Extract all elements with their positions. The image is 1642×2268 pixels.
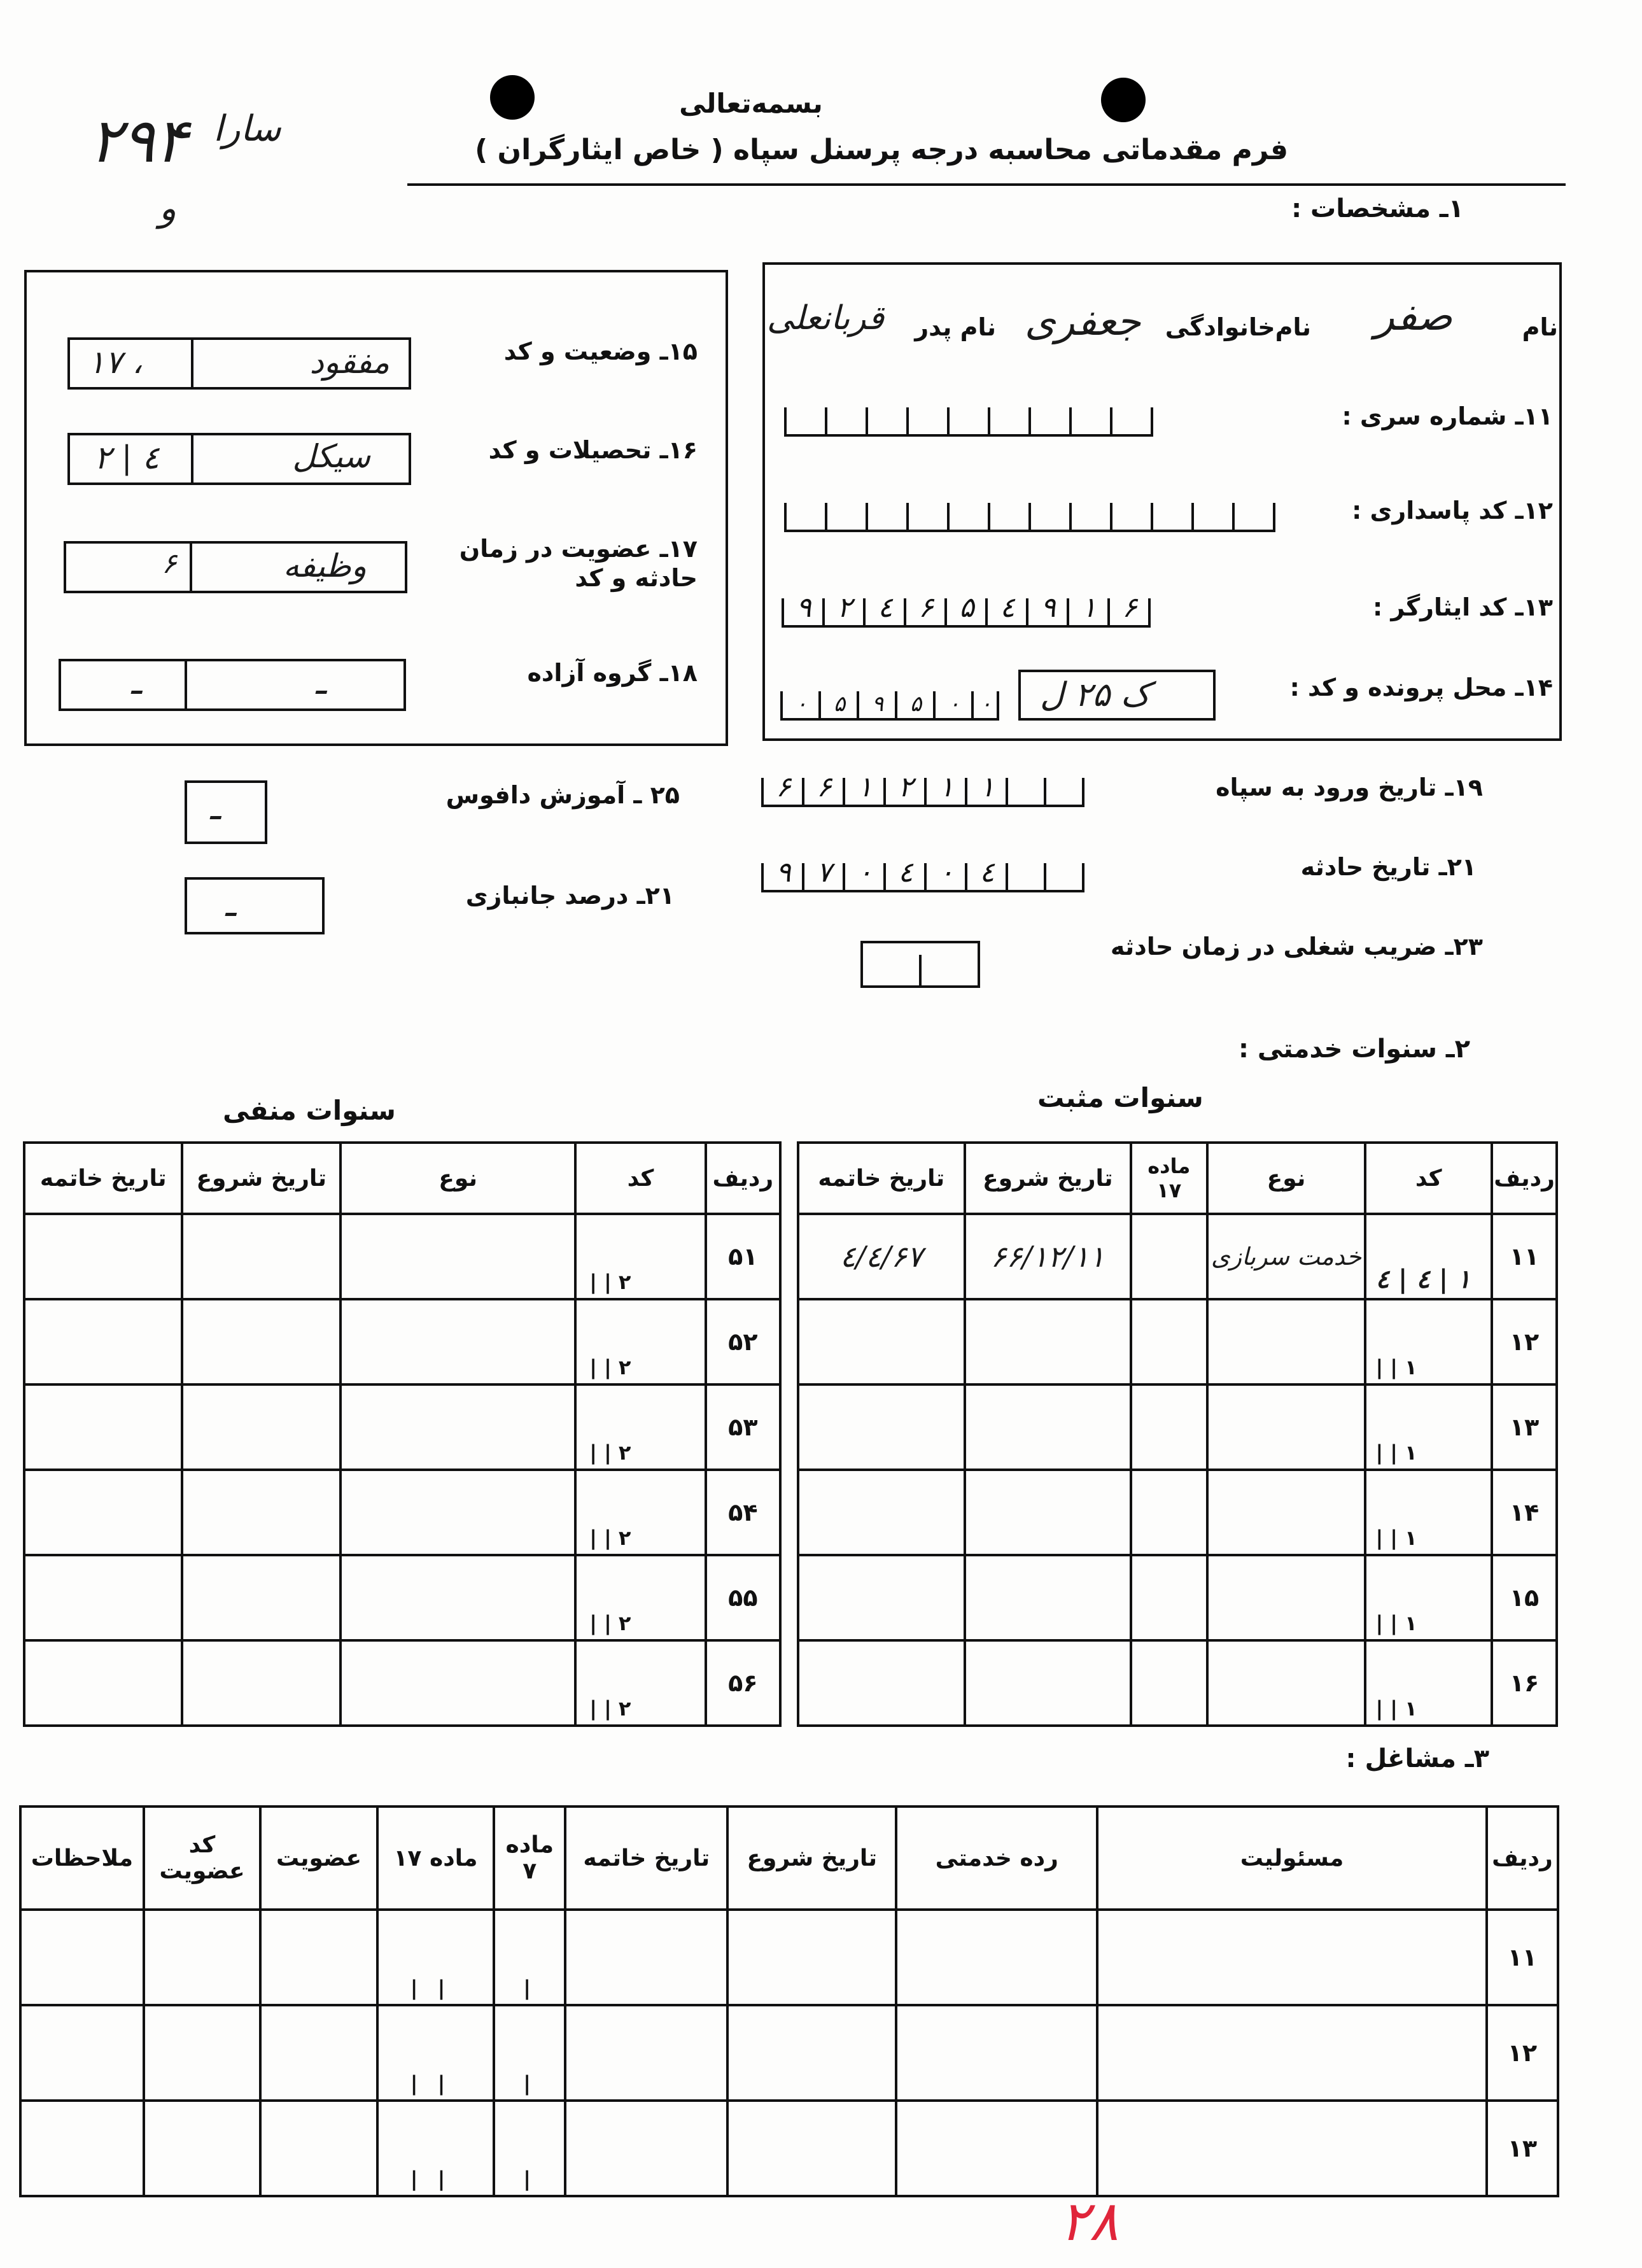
field15-label: ۱۵ـ وضعیت و کد — [503, 337, 698, 365]
row-number: ۱۴ — [1492, 1470, 1557, 1555]
negative-years-table — [23, 1141, 782, 1727]
table-row — [798, 1299, 1557, 1384]
field18-code: ـ — [131, 661, 142, 703]
section1-heading: ۱ـ مشخصات : — [1291, 194, 1464, 223]
father-label: نام پدر — [915, 313, 996, 341]
type-cell[interactable] — [1207, 1384, 1366, 1470]
start-cell[interactable] — [182, 1555, 340, 1640]
field21-digit: ۷ — [817, 856, 832, 889]
art17-cell[interactable] — [1131, 1555, 1207, 1640]
code-cell[interactable] — [575, 1640, 705, 1726]
end-cell[interactable] — [565, 2005, 727, 2101]
form-title: فرم مقدماتی محاسبه درجه پرسنل سپاه ( خاص ایثارگران ) — [475, 134, 1288, 166]
type-cell[interactable] — [1207, 1640, 1366, 1726]
rank-cell[interactable] — [896, 2005, 1097, 2101]
end-cell[interactable]: ۶۷/٤/٤ — [798, 1214, 965, 1299]
field19-boxes[interactable] — [761, 771, 1084, 807]
table-row — [798, 1555, 1557, 1640]
art7-line2: ۷ — [523, 1858, 537, 1884]
field25-box[interactable] — [185, 780, 267, 844]
start-cell[interactable] — [727, 2005, 896, 2101]
art7-cell[interactable] — [494, 2101, 565, 2196]
field14-code-box[interactable] — [1018, 670, 1216, 721]
section2-heading: ۲ـ سنوات خدمتی : — [1238, 1034, 1470, 1064]
end-cell[interactable] — [798, 1555, 965, 1640]
field23-label: ۲۳ـ ضریب شغلی در زمان حادثه — [1110, 933, 1483, 961]
jobs-col-art7 — [494, 1807, 565, 1910]
art17-cell[interactable] — [1131, 1299, 1207, 1384]
field21-digit: ۰ — [939, 856, 954, 889]
type-cell[interactable] — [340, 1640, 575, 1726]
row-number: ۱۲ — [1487, 2005, 1558, 2101]
field13-label: ۱۳ـ کد ایثارگر : — [1373, 593, 1553, 621]
membership-cell[interactable] — [260, 1910, 377, 2005]
art17-ticks: | | — [410, 2071, 452, 2095]
pos-col-row: ردیف — [1492, 1143, 1557, 1214]
code-cell[interactable] — [575, 1470, 705, 1555]
jobs-col-end: تاریخ خاتمه — [565, 1807, 727, 1910]
pos-col-type: نوع — [1207, 1143, 1366, 1214]
pos-col-end: تاریخ خاتمه — [798, 1143, 965, 1214]
code-cell[interactable] — [1365, 1384, 1492, 1470]
table-row — [798, 1384, 1557, 1470]
pos-col-code: کد — [1365, 1143, 1492, 1214]
row-number: ۱۲ — [1492, 1299, 1557, 1384]
field21-digit: ۹ — [776, 856, 791, 889]
code-value: ۲ | | — [589, 1440, 631, 1465]
positive-years-table — [797, 1141, 1558, 1727]
negative-title: سنوات منفی — [223, 1095, 396, 1126]
field14-digit: ۰ — [979, 691, 992, 717]
punch-hole-right — [1101, 78, 1146, 122]
field12-label: ۱۲ـ کد پاسداری : — [1352, 497, 1553, 525]
end-cell[interactable] — [24, 1384, 182, 1470]
field18-box[interactable] — [59, 659, 406, 711]
code-cell[interactable] — [575, 1214, 705, 1299]
table-row — [798, 1640, 1557, 1726]
table-row — [20, 2005, 1558, 2101]
field21-boxes[interactable] — [761, 856, 1084, 892]
code-value: ۱ | | — [1375, 1696, 1417, 1721]
father-value: قربانعلی — [767, 299, 884, 337]
table-row — [24, 1299, 780, 1384]
rank-cell[interactable] — [896, 2101, 1097, 2196]
membership-code-cell[interactable] — [144, 2005, 260, 2101]
art17-cell[interactable] — [1131, 1640, 1207, 1726]
start-cell[interactable]: ۶۶/۱۲/۱۱ — [965, 1214, 1132, 1299]
neg-col-end: تاریخ خاتمه — [24, 1143, 182, 1214]
neg-col-start: تاریخ شروع — [182, 1143, 340, 1214]
field19-digit: ۶ — [776, 771, 791, 803]
field25-label: ۲۵ ـ آموزش دافوس — [446, 781, 680, 809]
code-cell[interactable] — [1365, 1555, 1492, 1640]
header-underline — [407, 183, 1566, 186]
field17-label-line2: حادثه و کد — [575, 564, 698, 592]
start-cell[interactable] — [182, 1470, 340, 1555]
field19-digit: ۱ — [939, 771, 954, 803]
code-value: ۱ | | — [1375, 1355, 1417, 1379]
punch-hole-left — [490, 75, 535, 120]
jobs-col-art17: ماده ۱۷ — [377, 1807, 494, 1910]
code-value: ۲ | | — [589, 1526, 631, 1550]
start-cell[interactable] — [727, 1910, 896, 2005]
code-cell[interactable] — [575, 1384, 705, 1470]
membership-code-cell[interactable] — [144, 1910, 260, 2005]
field24-label: ۲۱ـ درصد جانبازی — [465, 882, 675, 910]
field13-digit: ۵ — [959, 591, 974, 624]
start-cell[interactable] — [965, 1299, 1132, 1384]
field13-digit: ۹ — [796, 591, 811, 624]
end-cell[interactable] — [798, 1299, 965, 1384]
start-cell[interactable] — [182, 1299, 340, 1384]
field19-digit: ۱ — [979, 771, 995, 803]
code-cell[interactable] — [1365, 1470, 1492, 1555]
remarks-cell[interactable] — [20, 1910, 144, 2005]
end-cell[interactable] — [24, 1640, 182, 1726]
field19-label: ۱۹ـ تاریخ ورود به سپاه — [1216, 773, 1483, 801]
row-number: ۵۲ — [706, 1299, 780, 1384]
field14-digit: ۰ — [948, 691, 960, 717]
art17-cell[interactable] — [377, 2005, 494, 2101]
family-value: جعفری — [1025, 298, 1141, 344]
field17-label-line1: ۱۷ـ عضویت در زمان — [459, 535, 698, 563]
code-value: ۱ | | — [1375, 1440, 1417, 1465]
art7-cell[interactable] — [494, 1910, 565, 2005]
start-cell[interactable] — [727, 2101, 896, 2196]
name-label: نام — [1522, 313, 1558, 341]
field13-digit: ۱ — [1081, 591, 1097, 624]
field15-code: ۱۷ ، — [88, 344, 143, 381]
end-cell[interactable] — [798, 1384, 965, 1470]
remarks-cell[interactable] — [20, 2005, 144, 2101]
field18-value: ـ — [316, 661, 326, 703]
code-cell[interactable] — [575, 1299, 705, 1384]
field16-value: سیکل — [292, 438, 370, 475]
start-cell[interactable] — [182, 1640, 340, 1726]
jobs-col-membership: عضویت — [260, 1807, 377, 1910]
type-cell[interactable] — [340, 1214, 575, 1299]
field14-digit: ۵ — [909, 691, 922, 717]
end-cell[interactable] — [24, 1214, 182, 1299]
type-cell[interactable] — [340, 1299, 575, 1384]
handwritten-ref-number: ۲۹۴ — [89, 105, 188, 176]
end-cell[interactable] — [565, 2101, 727, 2196]
jobs-col-start: تاریخ شروع — [727, 1807, 896, 1910]
code-value: ۲ | | — [589, 1355, 631, 1379]
table-row — [20, 2101, 1558, 2196]
field14-boxes[interactable] — [780, 691, 999, 721]
field11-boxes[interactable] — [784, 407, 1153, 437]
type-cell[interactable] — [1207, 1555, 1366, 1640]
membership-cell[interactable] — [260, 2005, 377, 2101]
field15-value: مفقود — [309, 344, 389, 381]
art17-ticks: | | — [410, 1976, 452, 2000]
field18-label: ۱۸ـ گروه آزاده — [527, 659, 698, 687]
field13-digit: ۲ — [837, 591, 852, 624]
pos-col-start: تاریخ شروع — [965, 1143, 1132, 1214]
end-cell[interactable] — [565, 1910, 727, 2005]
jobs-col-responsibility: مسئولیت — [1097, 1807, 1487, 1910]
field21-digit: ۰ — [857, 856, 873, 889]
field12-boxes[interactable] — [784, 503, 1275, 532]
type-cell[interactable] — [340, 1384, 575, 1470]
pos-col-art17: ماده ۱۷ — [1131, 1143, 1207, 1214]
type-cell[interactable]: خدمت سربازی — [1207, 1214, 1366, 1299]
field19-digit: ۲ — [898, 771, 913, 803]
name-value: صفر — [1375, 293, 1453, 340]
code-cell[interactable] — [1365, 1299, 1492, 1384]
code-cell[interactable] — [1365, 1214, 1492, 1299]
code-value: ۱ | ٤ | ٤ — [1375, 1264, 1471, 1294]
code-cell[interactable] — [1365, 1640, 1492, 1726]
end-cell[interactable] — [798, 1640, 965, 1726]
art17-cell[interactable] — [377, 2101, 494, 2196]
start-cell[interactable] — [182, 1214, 340, 1299]
row-number: ۵۶ — [706, 1640, 780, 1726]
row-number: ۵۴ — [706, 1470, 780, 1555]
art7-ticks: | — [523, 2167, 537, 2191]
start-cell[interactable] — [965, 1470, 1132, 1555]
field13-digit: ٤ — [1000, 591, 1015, 624]
membership-code-line2: عضویت — [159, 1858, 245, 1884]
table-row — [798, 1214, 1557, 1299]
neg-col-code: کد — [575, 1143, 705, 1214]
jobs-col-remarks: ملاحظات — [20, 1807, 144, 1910]
code-value: ۱ | | — [1375, 1526, 1417, 1550]
row-number: ۱۳ — [1487, 2101, 1558, 2196]
art7-ticks: | — [523, 2071, 537, 2095]
field13-boxes[interactable] — [782, 591, 1151, 628]
field19-digit: ۶ — [817, 771, 832, 803]
remarks-cell[interactable] — [20, 2101, 144, 2196]
field23-box[interactable] — [860, 941, 980, 988]
field21-label: ۲۱ـ تاریخ حادثه — [1300, 853, 1477, 881]
membership-code-cell[interactable] — [144, 2101, 260, 2196]
start-cell[interactable] — [965, 1555, 1132, 1640]
type-cell[interactable] — [1207, 1299, 1366, 1384]
field17-box[interactable] — [64, 541, 407, 593]
field19-digit: ۱ — [857, 771, 873, 803]
art7-line1: ماده — [505, 1832, 554, 1858]
family-label: نام‌خانوادگی — [1165, 313, 1311, 341]
art17-cell[interactable] — [1131, 1214, 1207, 1299]
field15-box[interactable] — [67, 337, 411, 390]
neg-col-row: ردیف — [706, 1143, 780, 1214]
field16-label: ۱۶ـ تحصیلات و کد — [488, 436, 698, 464]
type-cell[interactable] — [1207, 1470, 1366, 1555]
membership-cell[interactable] — [260, 2101, 377, 2196]
handwritten-ref-sub: و — [159, 188, 177, 229]
row-number: ۱۳ — [1492, 1384, 1557, 1470]
field24-box[interactable] — [185, 877, 325, 934]
field13-digit: ٤ — [878, 591, 893, 624]
row-number: ۵۵ — [706, 1555, 780, 1640]
type-cell[interactable] — [340, 1470, 575, 1555]
table-row — [24, 1214, 780, 1299]
field14-label: ۱۴ـ محل پرونده و کد : — [1289, 673, 1553, 701]
table-row — [24, 1470, 780, 1555]
jobs-col-membership-code — [144, 1807, 260, 1910]
responsibility-cell[interactable] — [1097, 2101, 1487, 2196]
code-value: ۲ | | — [589, 1611, 631, 1635]
end-cell[interactable] — [24, 1470, 182, 1555]
jobs-col-rank: رده خدمتی — [896, 1807, 1097, 1910]
membership-code-line1: کد — [188, 1832, 216, 1858]
art17-cell[interactable] — [377, 1910, 494, 2005]
field21-digit: ٤ — [898, 856, 913, 889]
art17-cell[interactable] — [1131, 1384, 1207, 1470]
code-value: ۱ | | — [1375, 1611, 1417, 1635]
jobs-table — [19, 1805, 1559, 2197]
responsibility-cell[interactable] — [1097, 1910, 1487, 2005]
row-number: ۱۵ — [1492, 1555, 1557, 1640]
row-number: ۱۶ — [1492, 1640, 1557, 1726]
art7-cell[interactable] — [494, 2005, 565, 2101]
end-cell[interactable] — [24, 1555, 182, 1640]
handwritten-ref-note: سارا — [213, 108, 281, 150]
field16-code: ۲ | ٤ — [94, 439, 160, 476]
table-row — [24, 1640, 780, 1726]
start-cell[interactable] — [182, 1384, 340, 1470]
invocation: بسمه‌تعالی — [679, 88, 823, 119]
art17-ticks: | | — [410, 2167, 452, 2191]
field11-label: ۱۱ـ شماره سری : — [1342, 402, 1553, 430]
code-value: ۲ | | — [589, 1696, 631, 1721]
field13-digit: ۹ — [1041, 591, 1056, 624]
field14-digit: ۹ — [871, 691, 884, 717]
table-row — [24, 1555, 780, 1640]
handwritten-page-number: ۲۸ — [1060, 2190, 1119, 2253]
field21-digit: ٤ — [979, 856, 995, 889]
row-number: ۱۱ — [1492, 1214, 1557, 1299]
end-cell[interactable] — [24, 1299, 182, 1384]
positive-title: سنوات مثبت — [1037, 1082, 1203, 1113]
end-cell[interactable] — [798, 1470, 965, 1555]
responsibility-cell[interactable] — [1097, 2005, 1487, 2101]
code-cell[interactable] — [575, 1555, 705, 1640]
jobs-col-row: ردیف — [1487, 1807, 1558, 1910]
field16-box[interactable] — [67, 433, 411, 485]
rank-cell[interactable] — [896, 1910, 1097, 2005]
field14-handwritten: ک ۲۵ ل — [1040, 676, 1151, 714]
start-cell[interactable] — [965, 1384, 1132, 1470]
row-number: ۱۱ — [1487, 1910, 1558, 2005]
table-row — [20, 1910, 1558, 2005]
field13-digit: ۶ — [1122, 591, 1137, 624]
art17-cell[interactable] — [1131, 1470, 1207, 1555]
field14-digit: ۰ — [795, 691, 808, 717]
field13-digit: ۶ — [918, 591, 934, 624]
code-value: ۲ | | — [589, 1270, 631, 1294]
type-cell[interactable] — [340, 1555, 575, 1640]
table-row — [798, 1470, 1557, 1555]
field14-digit: ۵ — [833, 691, 846, 717]
table-row — [24, 1384, 780, 1470]
art7-ticks: | — [523, 1976, 537, 2000]
field17-code: ۶ — [162, 547, 177, 580]
start-cell[interactable] — [965, 1640, 1132, 1726]
field25-value: ـ — [210, 787, 221, 828]
row-number: ۵۳ — [706, 1384, 780, 1470]
section3-heading: ۳ـ مشاغل : — [1345, 1744, 1489, 1773]
neg-col-type: نوع — [340, 1143, 575, 1214]
field24-value: ـ — [225, 884, 236, 925]
field17-value: وظیفه — [283, 547, 367, 584]
row-number: ۵۱ — [706, 1214, 780, 1299]
